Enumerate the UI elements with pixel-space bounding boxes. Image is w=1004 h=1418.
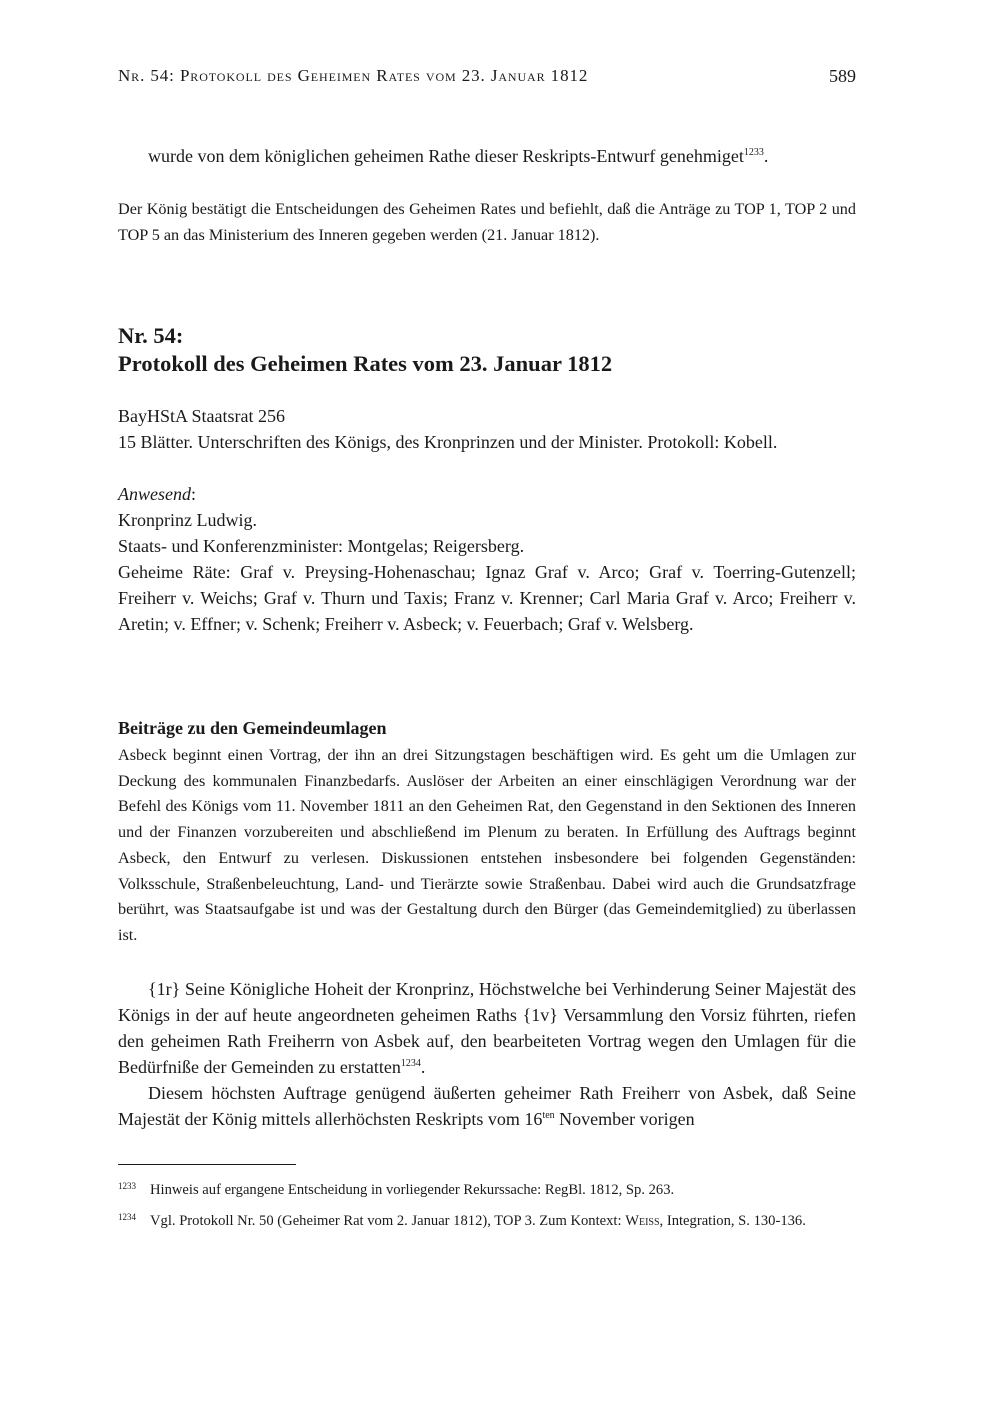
- footnotes: [118, 1176, 856, 1232]
- source-block: [118, 403, 856, 455]
- document-heading: [118, 322, 856, 378]
- protocol-text: [118, 976, 856, 1132]
- attendance-label: Anwesend: [118, 484, 191, 504]
- footnote-text: Vgl. Protokoll Nr. 50 (Geheimer Rat vom 2. Januar 1812), TOP 3. Zum Kontext:: [150, 1213, 626, 1229]
- document-description: 15 Blätter. Unterschriften des Königs, des Kronprinzen und der Minister. Protokoll: Kobell.: [118, 432, 778, 452]
- section-summary: Asbeck beginnt einen Vortrag, der ihn an drei Sitzungstagen beschäftigen wird. Es geht um die Umlagen zur Deckung des kommunalen Finanzbedarfs. Auslöser der Arbeiten an einer einschlägigen Verordnung war der Befehl des Königs vom 11. November 1811 an den Geheimen Rat, den Gegenstand in den Sektionen des Inneren und der Finanzen vorzubereiten und abschließend im Plenum zu beraten. In Erfüllung des Auftrags beginnt Asbeck, den Entwurf zu verlesen. Diskussionen entstehen insbesondere bei folgenden Gegenständen: Volksschule, Straßenbeleuchtung, Land- und Tierärzte sowie Straßenbau. Dabei wird auch die Grundsatzfrage berührt, was Staatsaufgabe ist und was der Gestaltung durch den Bürger (das Gemeindemitglied) zu überlassen ist.: [118, 746, 856, 944]
- footnote-number: 1233: [118, 1181, 136, 1191]
- carry-over-text: [118, 143, 856, 169]
- footnote-ref-1234[interactable]: 1234: [400, 1058, 421, 1069]
- footnote-author: Weiss: [625, 1213, 660, 1229]
- running-head: [118, 66, 856, 87]
- footnote-1233: [118, 1176, 856, 1201]
- carry-over-end: .: [763, 146, 769, 166]
- decision-summary: Der König bestätigt die Entscheidungen des Geheimen Rates und befiehlt, daß die Anträge zu TOP 1, TOP 2 und TOP 5 an das Ministerium des Inneren gegeben werden (21. Januar 1812).: [118, 200, 856, 244]
- footnote-ref-1233[interactable]: 1233: [743, 147, 764, 158]
- attendance-label-colon: :: [190, 484, 196, 504]
- attendance-crown-prince: Kronprinz Ludwig.: [118, 510, 257, 530]
- protocol-paragraph-1-end: .: [420, 1057, 426, 1077]
- footnote-1234: [118, 1207, 856, 1232]
- page-number: 589: [829, 66, 856, 86]
- protocol-paragraph-2-end: November vorigen: [554, 1109, 695, 1129]
- protocol-paragraph-1-text: {1r} Seine Königliche Hoheit der Kronprinz, Höchstwelche bei Verhinderung Seiner Majestät des Königs in der auf heute angeordneten geheimen Raths {1v} Versammlung den Vorsiz führten, riefen den geheimen Rath Freiherrn von Asbek auf, den bearbeiteten Vortrag wegen den Umlagen für die Bedürfniße der Gemeinden zu erstatten: [118, 979, 856, 1077]
- ordinal-suffix: ten: [542, 1110, 555, 1121]
- attendance-block: [118, 481, 856, 637]
- carry-over-body: wurde von dem königlichen geheimen Rathe dieser Reskripts-Entwurf genehmiget: [148, 146, 744, 166]
- running-head-title: Nr. 54: Protokoll des Geheimen Rates vom 23. Januar 1812: [118, 66, 589, 85]
- footnote-text: Hinweis auf ergangene Entscheidung in vorliegender Rekurssache: RegBl. 1812, Sp. 263.: [150, 1182, 675, 1198]
- footnote-divider: [118, 1164, 296, 1165]
- protocol-paragraph-1: [118, 976, 856, 1080]
- document-title: Protokoll des Geheimen Rates vom 23. Januar 1812: [118, 351, 613, 376]
- attendance-councillors: Geheime Räte: Graf v. Preysing-Hohenaschau; Ignaz Graf v. Arco; Graf v. Toerring-Gutenzell; Freiherr v. Weichs; Graf v. Thurn und Taxis; Franz v. Krenner; Carl Maria Graf v. Arco; Freiherr v. Aretin; v. Effner; v. Schenk; Freiherr v. Asbeck; v. Feuerbach; Graf v. Welsberg.: [118, 562, 856, 634]
- section-heading: Beiträge zu den Gemeindeumlagen: [118, 718, 387, 738]
- protocol-paragraph-2-text: Diesem höchsten Auftrage genügend äußerten geheimer Rath Freiherr von Asbek, daß Seine Majestät der König mittels allerhöchsten Reskripts vom 16: [118, 1083, 856, 1129]
- footnote-text-end: , Integration, S. 130-136.: [659, 1213, 806, 1229]
- footnote-number: 1234: [118, 1212, 136, 1222]
- attendance-ministers: Staats- und Konferenzminister: Montgelas; Reigersberg.: [118, 536, 525, 556]
- protocol-paragraph-2: [118, 1080, 856, 1132]
- attendance-label-line: [118, 481, 856, 507]
- archive-reference: BayHStA Staatsrat 256: [118, 406, 285, 426]
- document-number: Nr. 54:: [118, 323, 184, 348]
